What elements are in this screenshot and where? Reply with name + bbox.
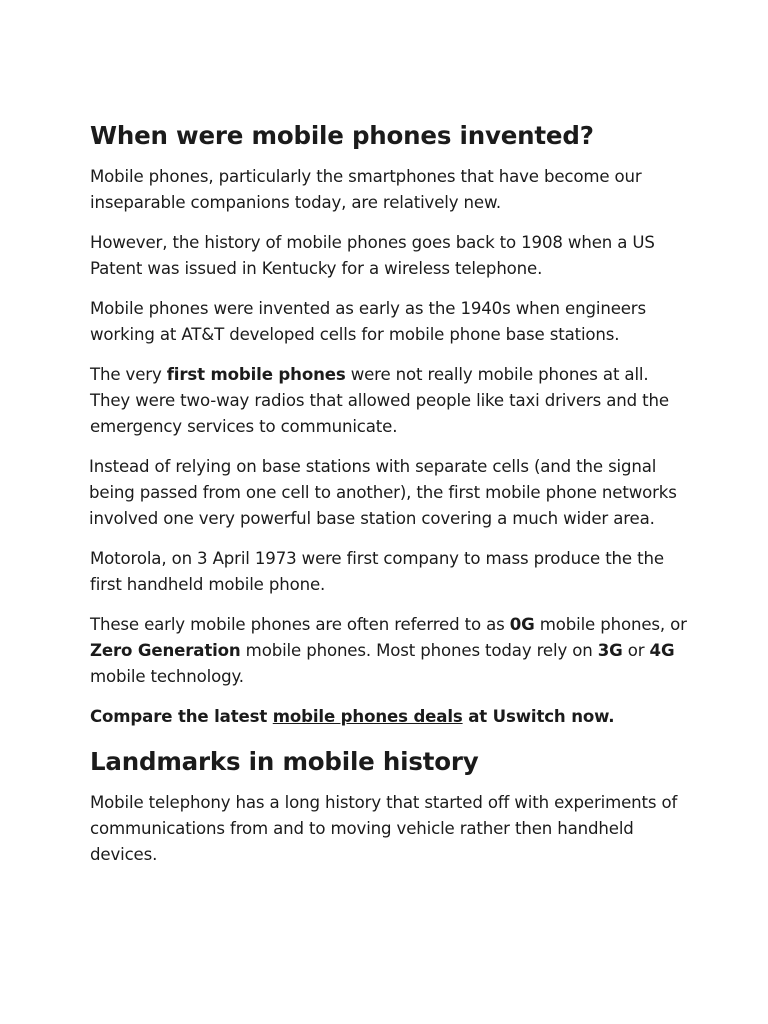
text-segment: mobile technology. (90, 667, 244, 686)
paragraph-mobile-telephony: Mobile telephony has a long history that started off with experiments of communications from and to moving vehicle rather then handheld devices. (90, 793, 678, 864)
heading-when-invented: When were mobile phones invented? (90, 121, 594, 150)
bold-4g: 4G (649, 641, 675, 660)
text-segment: These early mobile phones are often referred to as (90, 615, 510, 634)
cta-after: at Uswitch now. (462, 707, 615, 726)
bold-zero-generation: Zero Generation (90, 641, 241, 660)
heading-landmarks: Landmarks in mobile history (90, 747, 479, 776)
cta-compare-deals (90, 704, 690, 730)
bold-3g: 3G (597, 641, 623, 660)
cta-text (90, 707, 614, 726)
paragraph-base-stations: Instead of relying on base stations with separate cells (and the signal being passed from one cell to another), the first mobile phone networks involved one very powerful base station covering a much wider area. (89, 457, 677, 528)
text-segment: were not really mobile phones at all. They were two-way radios that allowed people like taxi drivers and the emergency services to communicate. (90, 365, 669, 436)
paragraph-generations (90, 612, 690, 690)
bold-first-mobile-phones: first mobile phones (166, 365, 346, 384)
text-segment: mobile phones. Most phones today rely on (240, 641, 598, 660)
bold-0g: 0G (509, 615, 535, 634)
article-body (90, 118, 690, 882)
text-segment: or (622, 641, 650, 660)
paragraph-intro: Mobile phones, particularly the smartphones that have become our inseparable companions today, are relatively new. (90, 167, 642, 212)
cta-before: Compare the latest (90, 707, 273, 726)
text-segment: The very (90, 365, 167, 384)
paragraph-first-mobile-phones (90, 362, 690, 440)
mobile-phones-deals-link[interactable]: mobile phones deals (272, 707, 463, 726)
paragraph-motorola: Motorola, on 3 April 1973 were first company to mass produce the the first handheld mobile phone. (90, 549, 664, 594)
paragraph-1940s: Mobile phones were invented as early as the 1940s when engineers working at AT&T developed cells for mobile phone base stations. (90, 299, 646, 344)
paragraph-1908-patent: However, the history of mobile phones goes back to 1908 when a US Patent was issued in Kentucky for a wireless telephone. (90, 233, 655, 278)
text-segment: mobile phones, or (534, 615, 687, 634)
